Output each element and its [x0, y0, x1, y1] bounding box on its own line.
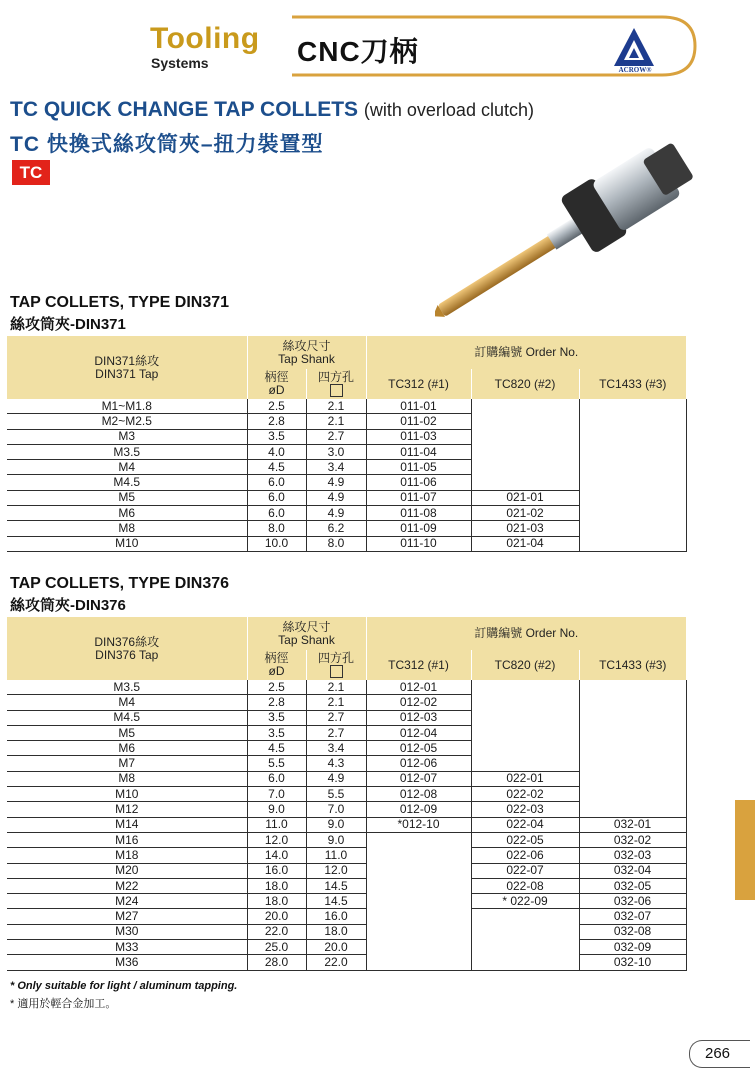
table-row [7, 725, 686, 740]
table-cell [471, 460, 579, 475]
table-cell [471, 710, 579, 725]
table-cell: 3.5 [247, 710, 306, 725]
table-cell [579, 741, 686, 756]
table-cell: 012-06 [366, 756, 471, 771]
table-cell [579, 475, 686, 490]
note-light-alloy-en: * Only suitable for light / aluminum tapping. [10, 980, 238, 992]
table-cell: 18.0 [247, 894, 306, 909]
table-cell: 4.5 [247, 460, 306, 475]
page-title-en [10, 98, 534, 122]
table-cell: 2.1 [306, 399, 366, 414]
table-cell: 11.0 [247, 817, 306, 832]
table-cell: M1~M1.8 [7, 399, 247, 414]
title-sub: (with overload clutch) [363, 100, 534, 120]
table-cell: 6.0 [247, 506, 306, 521]
table-cell: M27 [7, 909, 247, 924]
table-cell: 022-08 [471, 878, 579, 893]
table-cell [471, 725, 579, 740]
table-cell: 4.9 [306, 490, 366, 505]
table-cell [579, 756, 686, 771]
table-cell [579, 444, 686, 459]
table-row [7, 817, 686, 832]
table-cell: 9.0 [306, 817, 366, 832]
tap-collet-product-image [435, 130, 695, 330]
col-order-no-header: 訂購編號 Order No. [366, 617, 686, 650]
table-cell: 011-03 [366, 429, 471, 444]
table-cell: 7.0 [247, 787, 306, 802]
table-cell: 10.0 [247, 536, 306, 551]
table-cell: 28.0 [247, 955, 306, 970]
table-cell [471, 955, 579, 970]
table-cell: M5 [7, 725, 247, 740]
table-cell: 4.3 [306, 756, 366, 771]
table-cell: 032-10 [579, 955, 686, 970]
table-cell: 2.7 [306, 429, 366, 444]
din376-table [7, 617, 687, 971]
table-cell [579, 802, 686, 817]
table-cell: 032-09 [579, 940, 686, 955]
table-cell: M8 [7, 771, 247, 786]
acrow-logo-text: ACROW® [618, 66, 652, 74]
table-cell: M30 [7, 924, 247, 939]
table-cell: 2.5 [247, 399, 306, 414]
table-cell: 021-02 [471, 506, 579, 521]
table-cell [579, 725, 686, 740]
table-cell: M3 [7, 429, 247, 444]
table-row [7, 475, 686, 490]
table-cell: 18.0 [306, 924, 366, 939]
table-cell: 8.0 [247, 521, 306, 536]
table-cell [366, 848, 471, 863]
section-din376-title: TAP COLLETS, TYPE DIN376 [10, 575, 230, 592]
table-row [7, 787, 686, 802]
table-row [7, 506, 686, 521]
square-icon [330, 384, 343, 397]
table-cell: 012-07 [366, 771, 471, 786]
square-icon [330, 665, 343, 678]
table-cell: *012-10 [366, 817, 471, 832]
table-cell: 021-04 [471, 536, 579, 551]
table-row [7, 878, 686, 893]
table-cell: 011-05 [366, 460, 471, 475]
table-cell [471, 756, 579, 771]
section-din371-subtitle: 絲攻筒夾-DIN371 [10, 316, 126, 333]
table-cell [579, 414, 686, 429]
table-cell: 4.9 [306, 475, 366, 490]
table-row [7, 955, 686, 970]
table-cell: 5.5 [306, 787, 366, 802]
table-cell: M10 [7, 536, 247, 551]
table-cell: 3.4 [306, 460, 366, 475]
table-row [7, 924, 686, 939]
table-cell: M10 [7, 787, 247, 802]
table-cell: 2.7 [306, 725, 366, 740]
table-row [7, 848, 686, 863]
table-cell: 14.5 [306, 894, 366, 909]
table-cell: M4.5 [7, 710, 247, 725]
table-cell: M16 [7, 832, 247, 847]
table-row [7, 940, 686, 955]
table-cell: M33 [7, 940, 247, 955]
table-cell: M36 [7, 955, 247, 970]
table-cell: M14 [7, 817, 247, 832]
table-cell: 021-03 [471, 521, 579, 536]
table-cell [471, 695, 579, 710]
table-cell: 6.0 [247, 490, 306, 505]
table-cell: 022-02 [471, 787, 579, 802]
table-cell: 011-01 [366, 399, 471, 414]
table-cell: 032-07 [579, 909, 686, 924]
table-row [7, 832, 686, 847]
table-cell [366, 924, 471, 939]
col-square-header: 四方孔 [306, 650, 366, 680]
table-cell: 16.0 [247, 863, 306, 878]
table-cell [579, 787, 686, 802]
table-cell: M4 [7, 695, 247, 710]
tc-badge: TC [12, 160, 50, 185]
table-cell [579, 710, 686, 725]
table-cell: 022-07 [471, 863, 579, 878]
table-cell [366, 878, 471, 893]
table-cell: 2.8 [247, 695, 306, 710]
table-row [7, 710, 686, 725]
table-cell: 012-09 [366, 802, 471, 817]
table-row [7, 863, 686, 878]
table-cell: 3.5 [247, 725, 306, 740]
table-cell: 012-02 [366, 695, 471, 710]
din371-table [7, 336, 687, 552]
table-cell [579, 460, 686, 475]
table-cell: 2.1 [306, 695, 366, 710]
table-cell [471, 909, 579, 924]
table-cell: M3.5 [7, 444, 247, 459]
table-cell: 16.0 [306, 909, 366, 924]
table-cell: 12.0 [247, 832, 306, 847]
table-cell: 3.0 [306, 444, 366, 459]
col-tc1433-header: TC1433 (#3) [579, 369, 686, 399]
table-cell: M2~M2.5 [7, 414, 247, 429]
table-row [7, 460, 686, 475]
col-tap-shank-header: 絲攻尺寸 Tap Shank [247, 617, 366, 650]
table-cell [579, 680, 686, 695]
table-cell: 20.0 [306, 940, 366, 955]
table-cell: 8.0 [306, 536, 366, 551]
table-row [7, 802, 686, 817]
note-light-alloy-zh: * 適用於輕合金加工。 [10, 998, 117, 1010]
table-cell: 11.0 [306, 848, 366, 863]
table-cell [366, 909, 471, 924]
col-diameter-header: 柄徑 øD [247, 650, 306, 680]
table-cell: 032-01 [579, 817, 686, 832]
table-row [7, 741, 686, 756]
table-cell: 022-01 [471, 771, 579, 786]
table-row [7, 536, 686, 551]
table-cell: M5 [7, 490, 247, 505]
table-cell [579, 695, 686, 710]
table-cell: 4.5 [247, 741, 306, 756]
table-row [7, 756, 686, 771]
table-cell: 022-03 [471, 802, 579, 817]
table-cell [471, 475, 579, 490]
section-din376-subtitle: 絲攻筒夾-DIN376 [10, 597, 126, 614]
table-row [7, 695, 686, 710]
table-cell: 9.0 [306, 832, 366, 847]
table-cell: 011-07 [366, 490, 471, 505]
table-cell: 032-03 [579, 848, 686, 863]
table-cell: M6 [7, 741, 247, 756]
table-cell: 9.0 [247, 802, 306, 817]
table-cell: M6 [7, 506, 247, 521]
table-cell: 012-01 [366, 680, 471, 695]
col-tc1433-header: TC1433 (#3) [579, 650, 686, 680]
col-tap-shank-header: 絲攻尺寸 Tap Shank [247, 336, 366, 369]
table-cell: 011-06 [366, 475, 471, 490]
title-main: TC QUICK CHANGE TAP COLLETS [10, 98, 359, 121]
table-cell [471, 444, 579, 459]
section-din371-title: TAP COLLETS, TYPE DIN371 [10, 294, 230, 311]
table-cell: 12.0 [306, 863, 366, 878]
table-cell: 021-01 [471, 490, 579, 505]
table-cell [366, 894, 471, 909]
table-cell: 022-05 [471, 832, 579, 847]
table-cell: M12 [7, 802, 247, 817]
table-cell: 14.5 [306, 878, 366, 893]
table-cell: 20.0 [247, 909, 306, 924]
table-cell [579, 490, 686, 505]
table-cell [366, 863, 471, 878]
table-cell: 25.0 [247, 940, 306, 955]
table-cell: 6.2 [306, 521, 366, 536]
table-cell: 2.8 [247, 414, 306, 429]
table-cell: 011-08 [366, 506, 471, 521]
table-cell: 3.5 [247, 429, 306, 444]
table-cell [471, 741, 579, 756]
table-cell: 5.5 [247, 756, 306, 771]
table-cell: 012-03 [366, 710, 471, 725]
table-cell: 032-06 [579, 894, 686, 909]
table-cell: 2.1 [306, 414, 366, 429]
table-cell: 4.9 [306, 771, 366, 786]
table-row [7, 771, 686, 786]
table-cell: 22.0 [306, 955, 366, 970]
table-cell: 18.0 [247, 878, 306, 893]
table-cell: 012-05 [366, 741, 471, 756]
table-row [7, 444, 686, 459]
table-cell: 6.0 [247, 475, 306, 490]
table-cell: 4.0 [247, 444, 306, 459]
table-row [7, 490, 686, 505]
col-tc312-header: TC312 (#1) [366, 369, 471, 399]
table-cell: 011-02 [366, 414, 471, 429]
col-order-no-header: 訂購編號 Order No. [366, 336, 686, 369]
table-row [7, 521, 686, 536]
table-cell: M18 [7, 848, 247, 863]
table-cell: M7 [7, 756, 247, 771]
table-cell: 2.1 [306, 680, 366, 695]
table-cell [579, 536, 686, 551]
table-cell [366, 832, 471, 847]
page-number: 266 [705, 1045, 731, 1062]
table-cell: 14.0 [247, 848, 306, 863]
col-square-header: 四方孔 [306, 369, 366, 399]
table-cell: 032-08 [579, 924, 686, 939]
col-tc820-header: TC820 (#2) [471, 369, 579, 399]
table-cell: * 022-09 [471, 894, 579, 909]
table-cell: 011-04 [366, 444, 471, 459]
page-title-zh: TC 快換式絲攻筒夾–扭力裝置型 [10, 133, 324, 156]
table-cell: M8 [7, 521, 247, 536]
col-diameter-header: 柄徑 øD [247, 369, 306, 399]
table-cell: M20 [7, 863, 247, 878]
table-cell: 22.0 [247, 924, 306, 939]
table-cell [471, 924, 579, 939]
section-side-tab [735, 800, 755, 900]
table-cell: 7.0 [306, 802, 366, 817]
table-cell: 022-04 [471, 817, 579, 832]
table-cell [471, 680, 579, 695]
table-cell: 032-04 [579, 863, 686, 878]
col-tc312-header: TC312 (#1) [366, 650, 471, 680]
table-cell [579, 429, 686, 444]
table-cell: 3.4 [306, 741, 366, 756]
table-cell [579, 771, 686, 786]
table-cell [366, 940, 471, 955]
table-cell: 6.0 [247, 771, 306, 786]
table-cell: M24 [7, 894, 247, 909]
table-cell: 012-08 [366, 787, 471, 802]
brand-tooling: Tooling [150, 22, 260, 55]
table-cell: 2.7 [306, 710, 366, 725]
table-row [7, 894, 686, 909]
table-cell: 032-02 [579, 832, 686, 847]
table-cell [579, 399, 686, 414]
table-cell: 011-10 [366, 536, 471, 551]
table-cell: M22 [7, 878, 247, 893]
brand-cnc-title: CNC刀柄 [297, 36, 419, 67]
table-row [7, 680, 686, 695]
table-cell: 022-06 [471, 848, 579, 863]
table-cell: 2.5 [247, 680, 306, 695]
table-cell: 012-04 [366, 725, 471, 740]
table-cell [471, 399, 579, 414]
table-cell [579, 506, 686, 521]
table-row [7, 399, 686, 414]
table-cell [471, 429, 579, 444]
table-cell: 4.9 [306, 506, 366, 521]
table-cell [579, 521, 686, 536]
table-row [7, 429, 686, 444]
table-cell [366, 955, 471, 970]
table-cell: M4 [7, 460, 247, 475]
table-cell: 011-09 [366, 521, 471, 536]
col-tap-header: DIN371絲攻 DIN371 Tap [7, 336, 247, 399]
brand-systems: Systems [151, 55, 209, 71]
col-tc820-header: TC820 (#2) [471, 650, 579, 680]
table-cell [471, 940, 579, 955]
table-cell [471, 414, 579, 429]
col-tap-header: DIN376絲攻 DIN376 Tap [7, 617, 247, 680]
table-cell: M4.5 [7, 475, 247, 490]
table-cell: 032-05 [579, 878, 686, 893]
table-cell: M3.5 [7, 680, 247, 695]
table-row [7, 909, 686, 924]
table-row [7, 414, 686, 429]
